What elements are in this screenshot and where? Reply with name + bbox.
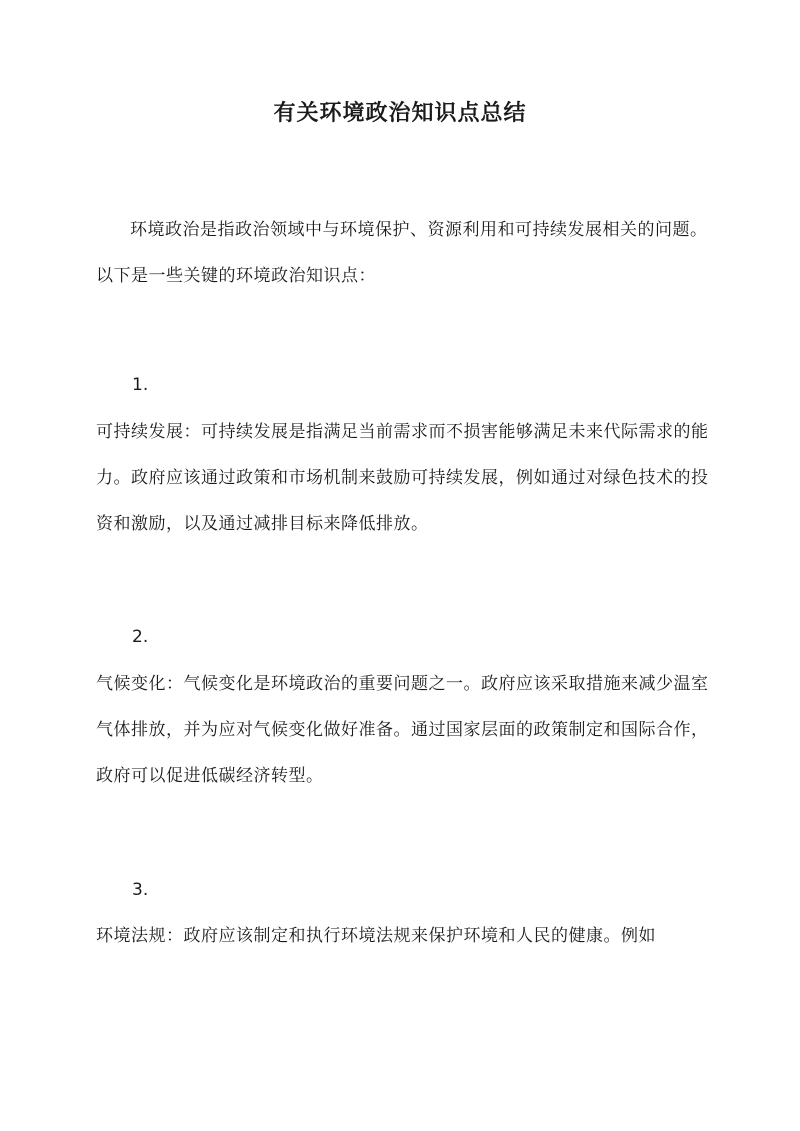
section-number: 1. (132, 375, 149, 395)
section-number: 2. (132, 627, 149, 647)
document-title: 有关环境政治知识点总结 (273, 100, 527, 126)
section-paragraph: 可持续发展：可持续发展是指满足当前需求而不损害能够满足未来代际需求的能力。政府应该通过政策和市场机制来鼓励可持续发展，例如通过对绿色技术的投资和激励，以及通过减排目标来降低排放。 (96, 422, 709, 534)
section-paragraph: 环境法规：政府应该制定和执行环境法规来保护环境和人民的健康。例如 (96, 926, 656, 946)
section-paragraph: 气候变化：气候变化是环境政治的重要问题之一。政府应该采取措施来减少温室气体排放，并为应对气候变化做好准备。通过国家层面的政策制定和国际合作，政府可以促进低碳经济转型。 (96, 674, 709, 786)
section-number: 3. (132, 880, 149, 900)
intro-paragraph: 环境政治是指政治领域中与环境保护、资源利用和可持续发展相关的问题。以下是一些关键的环境政治知识点： (96, 220, 708, 286)
